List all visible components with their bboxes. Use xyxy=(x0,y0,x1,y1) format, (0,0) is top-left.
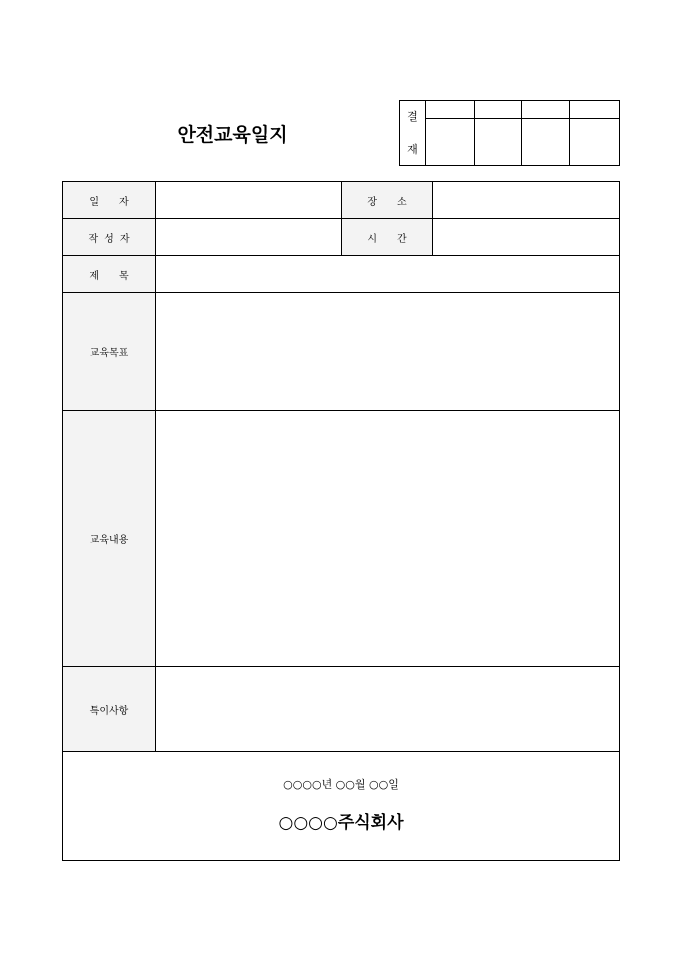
approval-sign-cell-3[interactable] xyxy=(522,119,570,166)
approval-header-cell-2 xyxy=(475,101,522,119)
approval-box xyxy=(399,100,620,166)
author-field[interactable] xyxy=(156,219,342,256)
author-label: 작성자 xyxy=(88,233,136,245)
notes-label-cell xyxy=(63,667,156,752)
date-field[interactable] xyxy=(156,182,342,219)
approval-header-cell-3 xyxy=(522,101,570,119)
approval-label-top: 결 xyxy=(407,110,418,123)
approval-header-cell-1 xyxy=(426,101,475,119)
place-label: 장소 xyxy=(367,196,427,208)
approval-label xyxy=(400,101,426,166)
date-label-cell xyxy=(63,182,156,219)
approval-header-cell-4 xyxy=(570,101,620,119)
company-name: ○○○○주식회사 xyxy=(278,813,404,833)
content-label-cell xyxy=(63,411,156,667)
footer-cell xyxy=(63,752,620,861)
subject-label-cell xyxy=(63,256,156,293)
notes-field[interactable] xyxy=(156,667,620,752)
approval-sign-cell-2[interactable] xyxy=(475,119,522,166)
goal-label: 교육목표 xyxy=(89,348,129,359)
content-field[interactable] xyxy=(156,411,620,667)
time-label: 시간 xyxy=(367,233,427,245)
approval-label-bottom: 재 xyxy=(407,143,418,156)
approval-sign-cell-1[interactable] xyxy=(426,119,475,166)
document-title: 안전교육일지 xyxy=(177,124,288,146)
content-label: 교육내용 xyxy=(89,535,129,546)
subject-label: 제목 xyxy=(89,270,149,282)
goal-label-cell xyxy=(63,293,156,411)
author-label-cell xyxy=(63,219,156,256)
education-log-form xyxy=(62,181,620,861)
time-field[interactable] xyxy=(433,219,620,256)
approval-sign-cell-4[interactable] xyxy=(570,119,620,166)
place-label-cell xyxy=(342,182,433,219)
date-label: 일자 xyxy=(89,196,149,208)
time-label-cell xyxy=(342,219,433,256)
footer-date: ○○○○년 ○○월 ○○일 xyxy=(283,778,399,791)
notes-label: 특이사항 xyxy=(89,705,129,717)
subject-field[interactable] xyxy=(156,256,620,293)
place-field[interactable] xyxy=(433,182,620,219)
goal-field[interactable] xyxy=(156,293,620,411)
